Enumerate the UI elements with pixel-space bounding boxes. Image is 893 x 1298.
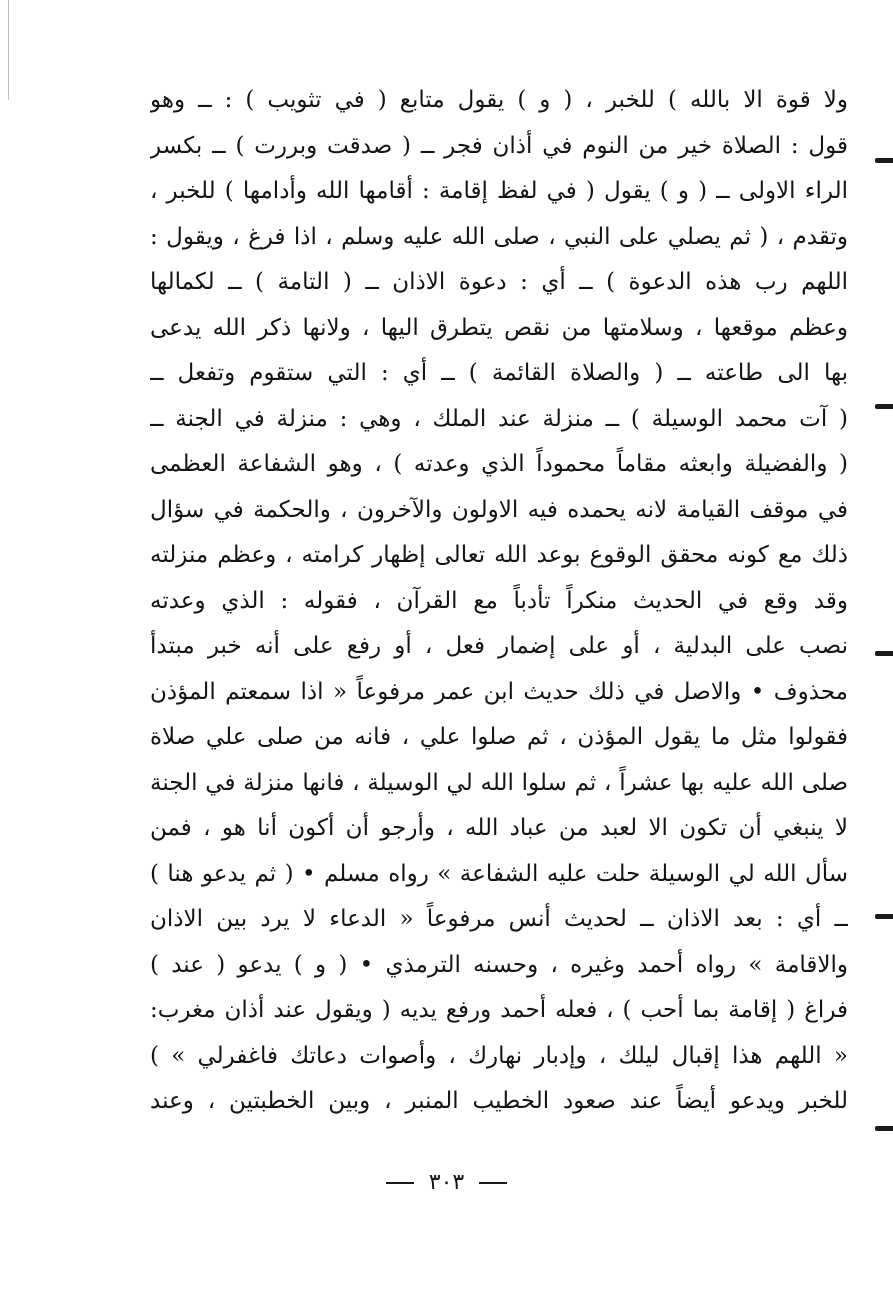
page-number: ٣٠٣ xyxy=(428,1170,465,1195)
text-line: ( آت محمد الوسيلة ) ــ منزلة عند الملك ، وهي : منزلة في الجنة ــ xyxy=(150,405,848,432)
text-line: صلى الله عليه بها عشراً ، ثم سلوا الله لي الوسيلة ، فانها منزلة في الجنة xyxy=(150,769,848,796)
edge-mark xyxy=(875,1126,893,1131)
text-line: سأل الله لي الوسيلة حلت عليه الشفاعة » رواه مسلم • ( ثم يدعو هنا ) xyxy=(150,860,848,887)
text-line: اللهم رب هذه الدعوة ) ــ أي : دعوة الاذان ــ ( التامة ) ــ لكمالها xyxy=(150,269,848,295)
text-line: « اللهم هذا إقبال ليلك ، وإدبار نهارك ، وأصوات دعاتك فاغفرلي » ) xyxy=(150,1042,848,1069)
text-line: نصب على البدلية ، أو على إضمار فعل ، أو رفع على أنه خبر مبتدأ xyxy=(150,633,848,659)
edge-mark xyxy=(875,404,893,409)
text-line: للخبر ويدعو أيضاً عند صعود الخطيب المنبر ، وبين الخطبتين ، وعند xyxy=(150,1088,848,1114)
body-text xyxy=(150,78,848,1125)
text-line: الراء الاولى ــ ( و ) يقول ( في لفظ إقامة : أقامها الله وأدامها ) للخبر ، xyxy=(150,178,848,204)
text-line: وعظم موقعها ، وسلامتها من نقص يتطرق اليها ، ولانها ذكر الله يدعى xyxy=(150,314,848,341)
text-line: محذوف • والاصل في ذلك حديث ابن عمر مرفوعاً « اذا سمعتم المؤذن xyxy=(150,678,848,705)
text-line: قول : الصلاة خير من النوم في أذان فجر ــ ( صدقت وبررت ) ــ بكسر xyxy=(150,132,848,159)
text-line: بها الى طاعته ــ ( والصلاة القائمة ) ــ أي : التي ستقوم وتفعل ــ xyxy=(150,360,848,386)
text-line: ولا قوة الا بالله ) للخبر ، ( و ) يقول متابع ( في تثويب ) : ــ وهو xyxy=(150,87,848,113)
footer-dash-left xyxy=(386,1182,414,1184)
text-line: فقولوا مثل ما يقول المؤذن ، ثم صلوا علي ، فانه من صلى علي صلاة xyxy=(150,724,848,750)
edge-mark xyxy=(875,914,893,919)
text-line: والاقامة » رواه أحمد وغيره ، وحسنه الترمذي • ( و ) يدعو ( عند ) xyxy=(150,951,848,978)
binding-edge-line xyxy=(8,0,9,100)
footer-dash-right xyxy=(479,1182,507,1184)
text-line: ــ أي : بعد الاذان ــ لحديث أنس مرفوعاً « الدعاء لا يرد بين الاذان xyxy=(150,906,848,932)
edge-mark xyxy=(875,651,893,656)
text-line: وقد وقع في الحديث منكراً تأدباً مع القرآن ، فقوله : الذي وعدته xyxy=(150,587,848,614)
edge-mark xyxy=(875,158,893,163)
page-footer xyxy=(0,1168,893,1198)
text-line: لا ينبغي أن تكون الا لعبد من عباد الله ، وأرجو أن أكون أنا هو ، فمن xyxy=(150,815,848,841)
text-line: ذلك مع كونه محقق الوقوع بوعد الله تعالى إظهار كرامته ، وعظم منزلته xyxy=(150,542,848,568)
text-line: ( والفضيلة وابعثه مقاماً محموداً الذي وعدته ) ، وهو الشفاعة العظمى xyxy=(150,451,848,477)
text-line: في موقف القيامة لانه يحمده فيه الاولون والآخرون ، والحكمة في سؤال xyxy=(150,496,848,523)
text-line: فراغ ( إقامة بما أحب ) ، فعله أحمد ورفع يديه ( ويقول عند أذان مغرب: xyxy=(150,997,848,1023)
text-line: وتقدم ، ( ثم يصلي على النبي ، صلى الله عليه وسلم ، اذا فرغ ، ويقول : xyxy=(150,223,848,250)
